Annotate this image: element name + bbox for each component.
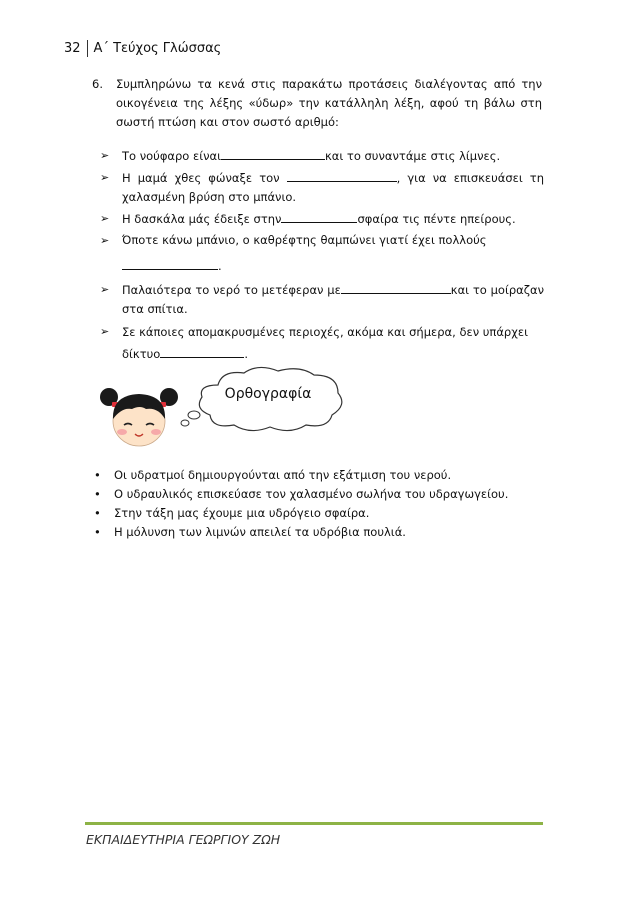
page-number: 32 bbox=[64, 40, 88, 57]
arrow-bullet-icon: ➢ bbox=[100, 325, 110, 338]
sentence-after: σφαίρα τις πέντε ηπείρους. bbox=[357, 212, 516, 226]
sentence-item bbox=[100, 209, 544, 229]
bullet-dot-icon: • bbox=[94, 468, 101, 482]
exercise-text: Συμπληρώνω τα κενά στις παρακάτω προτάσεις διαλέγοντας από την οικογένεια της λέξης «ύδωρ» την κατάλληλη λέξη, αφού τη βάλω στη σωστή πτώση και στον σωστό αριθμό: bbox=[116, 77, 542, 129]
list-item-text: Η μόλυνση των λιμνών απειλεί τα υδρόβια πουλιά. bbox=[114, 525, 406, 539]
sentence-after: , για να επισκευάσει τη χαλασμένη βρύση στο μπάνιο. bbox=[122, 171, 545, 204]
orthography-label: Ορθογραφία bbox=[224, 386, 312, 402]
sentence-item bbox=[100, 146, 544, 166]
sentence-item bbox=[100, 280, 544, 319]
blank-field[interactable] bbox=[221, 146, 325, 160]
blank-field[interactable] bbox=[341, 280, 451, 294]
sentence-after: και το συναντάμε στις λίμνες. bbox=[325, 149, 501, 163]
page-header bbox=[64, 40, 221, 57]
list-item bbox=[92, 466, 542, 485]
blank-field[interactable] bbox=[287, 168, 397, 182]
sentence-before: Η μαμά χθες φώναξε τον bbox=[122, 171, 280, 185]
blank-field[interactable] bbox=[160, 344, 244, 358]
list-item bbox=[92, 485, 542, 504]
arrow-bullet-icon: ➢ bbox=[100, 234, 110, 247]
bullet-dot-icon: • bbox=[94, 506, 101, 520]
sentence-after: . bbox=[218, 259, 222, 273]
arrow-bullet-icon: ➢ bbox=[100, 283, 110, 296]
blank-field[interactable] bbox=[122, 256, 218, 270]
fill-in-sentences bbox=[100, 146, 544, 365]
arrow-bullet-icon: ➢ bbox=[100, 171, 110, 184]
sentence-item bbox=[100, 168, 544, 207]
header-title: Α΄ Τεύχος Γλώσσας bbox=[93, 41, 222, 56]
sentence-before: Παλαιότερα το νερό το μετέφεραν με bbox=[122, 283, 341, 297]
arrow-bullet-icon: ➢ bbox=[100, 149, 110, 162]
arrow-bullet-icon: ➢ bbox=[100, 212, 110, 225]
sentence-item bbox=[100, 321, 544, 365]
list-item bbox=[92, 523, 542, 542]
list-item-text: Στην τάξη μας έχουμε μια υδρόγειο σφαίρα. bbox=[114, 506, 370, 520]
sentence-after: και το μοίραζαν στα σπίτια. bbox=[122, 283, 545, 316]
exercise-number: 6. bbox=[92, 77, 103, 91]
sentence-before: Σε κάποιες απομακρυσμένες περιοχές, ακόμα και σήμερα, δεν υπάρχει δίκτυο bbox=[122, 325, 528, 361]
list-item-text: Ο υδραυλικός επισκεύασε τον χαλασμένο σωλήνα του υδραγωγείου. bbox=[114, 487, 509, 501]
blank-field[interactable] bbox=[281, 209, 357, 223]
footer-divider bbox=[85, 822, 543, 825]
bullet-dot-icon: • bbox=[94, 487, 101, 501]
sentence-after: . bbox=[244, 347, 248, 361]
list-item-text: Οι υδρατμοί δημιουργούνται από την εξάτμιση του νερού. bbox=[114, 468, 452, 482]
exercise-instruction bbox=[92, 75, 542, 132]
list-item bbox=[92, 504, 542, 523]
spelling-list bbox=[92, 466, 542, 542]
bullet-dot-icon: • bbox=[94, 525, 101, 539]
footer-text: ΕΚΠΑΙΔΕΥΤΗΡΙΑ ΓΕΩΡΓΙΟΥ ΖΩΗ bbox=[86, 832, 281, 847]
sentence-before: Το νούφαρο είναι bbox=[122, 149, 221, 163]
girl-mascot-icon bbox=[100, 383, 178, 449]
sentence-item bbox=[100, 231, 544, 276]
sentence-before: Η δασκάλα μάς έδειξε στην bbox=[122, 212, 282, 226]
sentence-before: Όποτε κάνω μπάνιο, ο καθρέφτης θαμπώνει γιατί έχει πολλούς bbox=[122, 233, 487, 247]
